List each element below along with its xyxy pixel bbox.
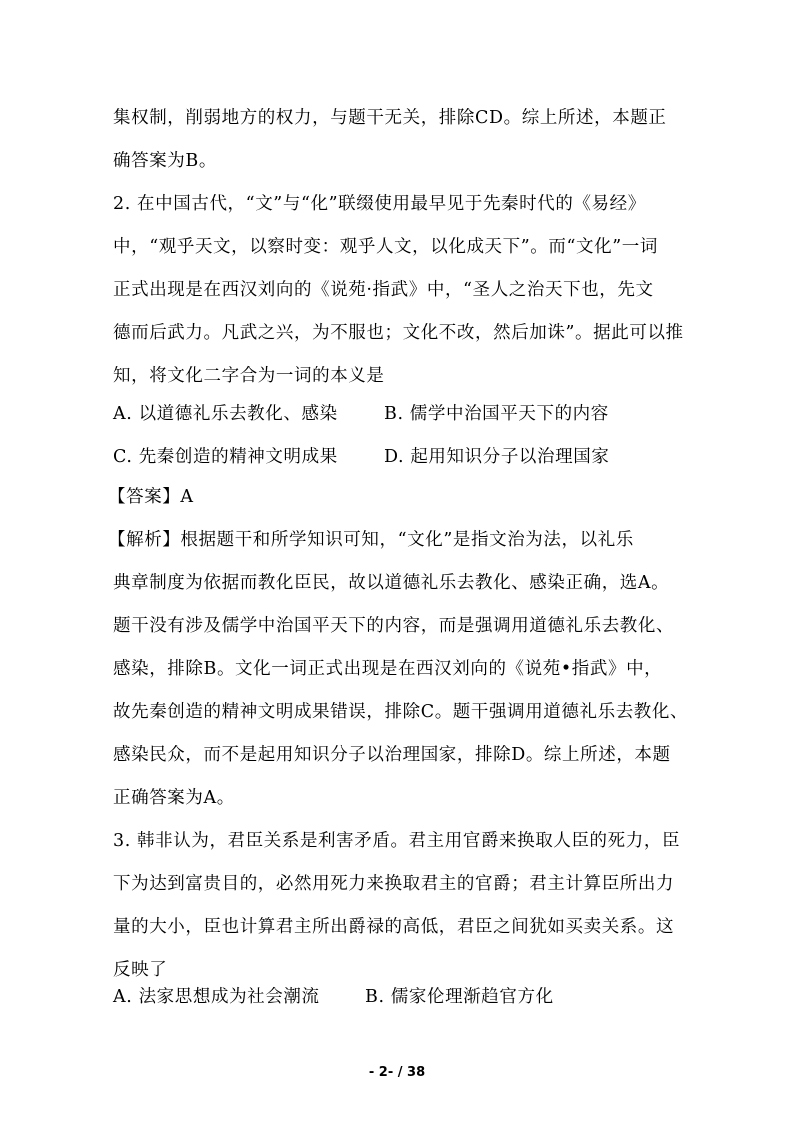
question-2-stem: 2. 在中国古代，“文”与“化”联缀使用最早见于先秦时代的《易经》 xyxy=(113,194,646,214)
question-2-stem: 知，将文化二字合为一词的本义是 xyxy=(113,366,385,386)
question-2-stem: 中，“观乎天文，以察时变：观乎人文，以化成天下”。而“文化”一词 xyxy=(113,237,658,257)
page-number: - 2- / 38 xyxy=(368,1065,426,1080)
question-2-stem: 正式出现是在西汉刘向的《说苑·指武》中，“圣人之治天下也，先文 xyxy=(113,280,654,300)
question-3-stem: 3. 韩非认为，君臣关系是利害矛盾。君主用官爵来换取人臣的死力，臣 xyxy=(113,831,681,851)
text-line: 确答案为B。 xyxy=(113,151,217,171)
analysis-line: 【解析】根据题干和所学知识可知，“文化”是指文治为法，以礼乐 xyxy=(108,530,634,550)
question-2-stem: 德而后武力。凡武之兴，为不服也；文化不改，然后加诛”。据此可以推 xyxy=(113,323,684,343)
q2-option-a: A. 以道德礼乐去教化、感染 xyxy=(113,404,338,424)
text-line: 集权制，削弱地方的权力，与题干无关，排除CD。综上所述，本题正 xyxy=(113,108,667,128)
answer-label: 【答案】A xyxy=(108,487,194,507)
q2-option-b: B. 儒学中治国平天下的内容 xyxy=(384,404,609,424)
q3-option-b: B. 儒家伦理渐趋官方化 xyxy=(365,987,554,1007)
analysis-line: 故先秦创造的精神文明成果错误，排除C。题干强调用道德礼乐去教化、 xyxy=(113,702,689,722)
analysis-line: 典章制度为依据而教化臣民，故以道德礼乐去教化、感染正确，选A。 xyxy=(113,573,670,593)
q2-option-d: D. 起用知识分子以治理国家 xyxy=(384,447,610,467)
q3-option-a: A. 法家思想成为社会潮流 xyxy=(113,987,320,1007)
analysis-line: 题干没有涉及儒学中治国平天下的内容，而是强调用道德礼乐去教化、 xyxy=(113,616,675,636)
question-3-stem: 下为达到富贵目的，必然用死力来换取君主的官爵；君主计算臣所出力 xyxy=(113,874,675,894)
analysis-line: 正确答案为A。 xyxy=(113,788,235,808)
q2-option-c: C. 先秦创造的精神文明成果 xyxy=(113,447,338,467)
question-3-stem: 反映了 xyxy=(113,960,168,980)
analysis-line: 感染民众，而不是起用知识分子以治理国家，排除D。综上所述，本题 xyxy=(113,745,671,765)
analysis-line: 感染，排除B。文化一词正式出现是在西汉刘向的《说苑•指武》中， xyxy=(113,659,663,679)
question-3-stem: 量的大小，臣也计算君主所出爵禄的高低，君臣之间犹如买卖关系。这 xyxy=(113,917,675,937)
